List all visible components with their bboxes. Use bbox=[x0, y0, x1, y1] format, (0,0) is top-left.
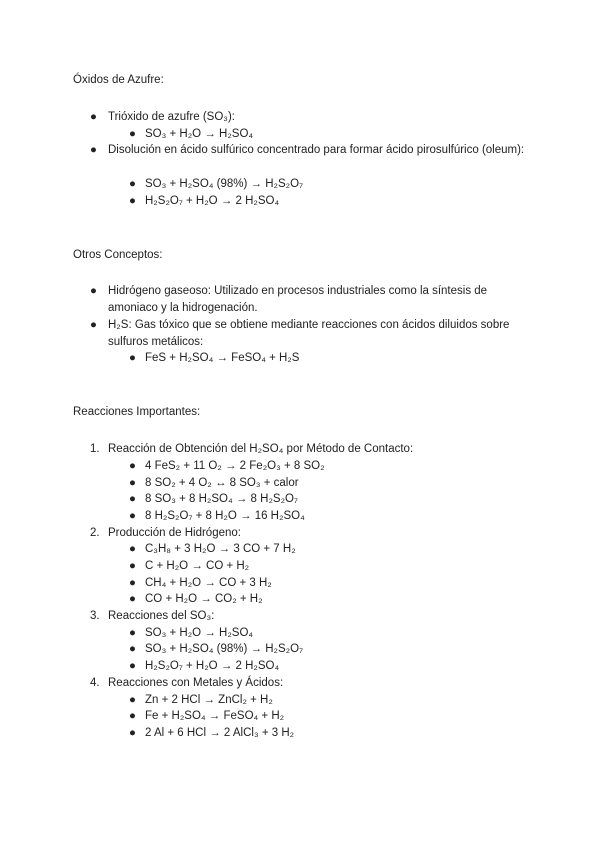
equation: 8 SO₃ + 8 H₂SO₄ → 8 H₂S₂O₇ bbox=[145, 493, 298, 505]
equation: Fe + H₂SO₄ → FeSO₄ + H₂ bbox=[145, 710, 285, 722]
sub-list-item bbox=[129, 708, 525, 725]
sub-list-item bbox=[129, 350, 525, 367]
list-number: 4. bbox=[90, 677, 100, 689]
equation: C + H₂O → CO + H₂ bbox=[145, 560, 250, 572]
equation: 8 H₂S₂O₇ + 8 H₂O → 16 H₂SO₄ bbox=[145, 510, 305, 522]
equation: SO₃ + H₂O → H₂SO₄ bbox=[145, 627, 254, 639]
bullet-icon: ● bbox=[129, 128, 136, 140]
list-item-text: Producción de Hidrógeno: bbox=[108, 527, 241, 539]
bullet-icon: ● bbox=[129, 460, 136, 472]
list-item bbox=[90, 317, 528, 350]
sub-list-item bbox=[129, 508, 525, 525]
list-item bbox=[90, 441, 528, 458]
bullet-icon: ● bbox=[129, 510, 136, 522]
sub-list-item bbox=[129, 558, 525, 575]
section-title: Reacciones Importantes: bbox=[73, 406, 201, 418]
sub-list-item bbox=[129, 692, 525, 709]
bullet-icon: ● bbox=[129, 352, 136, 364]
list-item-text: Reacciones con Metales y Ácidos: bbox=[108, 677, 284, 689]
equation: 2 Al + 6 HCl → 2 AlCl₃ + 3 H₂ bbox=[145, 727, 295, 739]
bullet-icon: ● bbox=[90, 111, 97, 123]
sub-list-item bbox=[129, 625, 525, 642]
bullet-icon: ● bbox=[90, 144, 97, 156]
sub-list-item bbox=[129, 591, 525, 608]
sub-list-item bbox=[129, 193, 525, 210]
bullet-icon: ● bbox=[129, 477, 136, 489]
bullet-icon: ● bbox=[129, 660, 136, 672]
bullet-icon: ● bbox=[129, 694, 136, 706]
list-item bbox=[90, 109, 528, 126]
bullet-icon: ● bbox=[129, 577, 136, 589]
sub-list-item bbox=[129, 641, 525, 658]
list-item-text: Reacciones del SO₃: bbox=[108, 610, 215, 622]
bullet-icon: ● bbox=[129, 627, 136, 639]
equation: CO + H₂O → CO₂ + H₂ bbox=[145, 593, 263, 605]
section-title: Óxidos de Azufre: bbox=[73, 74, 164, 86]
equation: H₂S₂O₇ + H₂O → 2 H₂SO₄ bbox=[145, 195, 280, 207]
sub-list-item bbox=[129, 491, 525, 508]
section-title: Otros Conceptos: bbox=[73, 249, 163, 261]
list-item-text: Disolución en ácido sulfúrico concentrado para formar ácido pirosulfúrico (oleum): bbox=[108, 144, 525, 156]
list-number: 1. bbox=[90, 443, 100, 455]
sub-list-item bbox=[129, 658, 525, 675]
bullet-icon: ● bbox=[90, 319, 97, 331]
equation: H₂S₂O₇ + H₂O → 2 H₂SO₄ bbox=[145, 660, 280, 672]
list-item bbox=[90, 608, 528, 625]
bullet-icon: ● bbox=[129, 543, 136, 555]
bullet-icon: ● bbox=[129, 727, 136, 739]
sub-list-item bbox=[129, 725, 525, 742]
equation: SO₃ + H₂SO₄ (98%) → H₂S₂O₇ bbox=[145, 643, 304, 655]
bullet-icon: ● bbox=[129, 560, 136, 572]
bullet-icon: ● bbox=[129, 493, 136, 505]
equation: C₃H₈ + 3 H₂O → 3 CO + 7 H₂ bbox=[145, 543, 296, 555]
list-item-text: Reacción de Obtención del H₂SO₄ por Método de Contacto: bbox=[108, 443, 414, 455]
bullet-icon: ● bbox=[129, 710, 136, 722]
equation: 8 SO₂ + 4 O₂ ↔ 8 SO₃ + calor bbox=[145, 477, 299, 489]
bullet-icon: ● bbox=[129, 195, 136, 207]
equation: CH₄ + H₂O → CO + 3 H₂ bbox=[145, 577, 272, 589]
sub-list-item bbox=[129, 475, 525, 492]
bullet-icon: ● bbox=[90, 285, 97, 297]
list-item bbox=[90, 283, 528, 316]
list-number: 3. bbox=[90, 610, 100, 622]
sub-list-item bbox=[129, 176, 525, 193]
list-item bbox=[90, 675, 528, 692]
bullet-icon: ● bbox=[129, 643, 136, 655]
list-item-text: Trióxido de azufre (SO₃): bbox=[108, 111, 235, 123]
sub-list-item bbox=[129, 126, 525, 143]
equation: SO₃ + H₂O → H₂SO₄ bbox=[145, 128, 254, 140]
bullet-icon: ● bbox=[129, 178, 136, 190]
list-item bbox=[90, 142, 528, 159]
list-item bbox=[90, 525, 528, 542]
equation: 4 FeS₂ + 11 O₂ → 2 Fe₂O₃ + 8 SO₂ bbox=[145, 460, 325, 472]
sub-list-item bbox=[129, 458, 525, 475]
equation: SO₃ + H₂SO₄ (98%) → H₂S₂O₇ bbox=[145, 178, 304, 190]
bullet-icon: ● bbox=[129, 593, 136, 605]
equation: Zn + 2 HCl → ZnCl₂ + H₂ bbox=[145, 694, 273, 706]
sub-list-item bbox=[129, 575, 525, 592]
list-number: 2. bbox=[90, 527, 100, 539]
equation: FeS + H₂SO₄ → FeSO₄ + H₂S bbox=[145, 352, 300, 364]
list-item-text: H₂S: Gas tóxico que se obtiene mediante reacciones con ácidos diluidos sobre sulfuros metálicos: bbox=[108, 319, 510, 348]
sub-list-item bbox=[129, 541, 525, 558]
list-item-text: Hidrógeno gaseoso: Utilizado en procesos industriales como la síntesis de amoniaco y la hidrogenación. bbox=[108, 285, 488, 314]
